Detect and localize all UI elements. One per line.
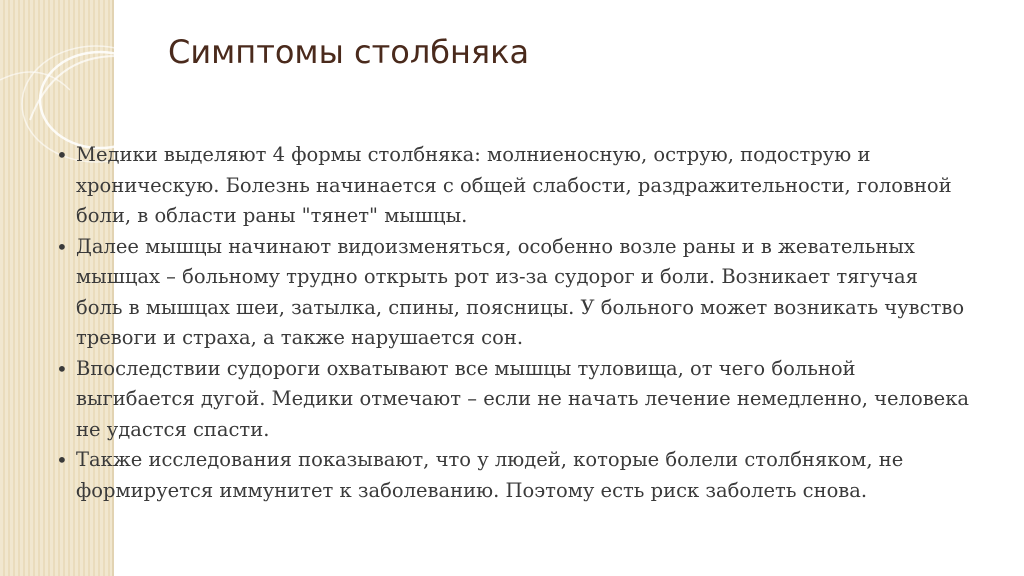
bullet-icon: •: [56, 234, 68, 259]
bullet-icon: •: [56, 356, 68, 381]
bullet-text: Также исследования показывают, что у людей, которые болели столбняком, не формируется иммунитет к заболеванию. Поэтому есть риск заболеть снова.: [76, 448, 904, 502]
bullet-item: [50, 354, 970, 446]
slide-title: Симптомы столбняка: [168, 33, 530, 71]
bullet-item: [50, 445, 970, 506]
bullet-text: Впоследствии судороги охватывают все мышцы туловища, от чего больной выгибается дугой. Медики отмечают – если не начать лечение немедленно, человека не удастся спасти.: [76, 356, 970, 441]
bullet-item: [50, 232, 970, 354]
bullet-text: Далее мышцы начинают видоизменяться, особенно возле раны и в жевательных мышцах – больному трудно открыть рот из-за судорог и боли. Возникает тягучая боль в мышцах шеи, затылка, спины, поясницы. У больного может возникать чувство тревоги и страха, а также нарушается сон.: [76, 234, 965, 349]
bullet-text: Медики выделяют 4 формы столбняка: молниеносную, острую, подострую и хроническую. Болезнь начинается с общей слабости, раздражительности, головной боли, в области раны "тянет" мышцы.: [76, 143, 952, 227]
bullet-icon: •: [56, 448, 68, 472]
bullet-list: [50, 140, 970, 506]
bullet-item: [50, 140, 970, 232]
bullet-icon: •: [56, 143, 68, 167]
